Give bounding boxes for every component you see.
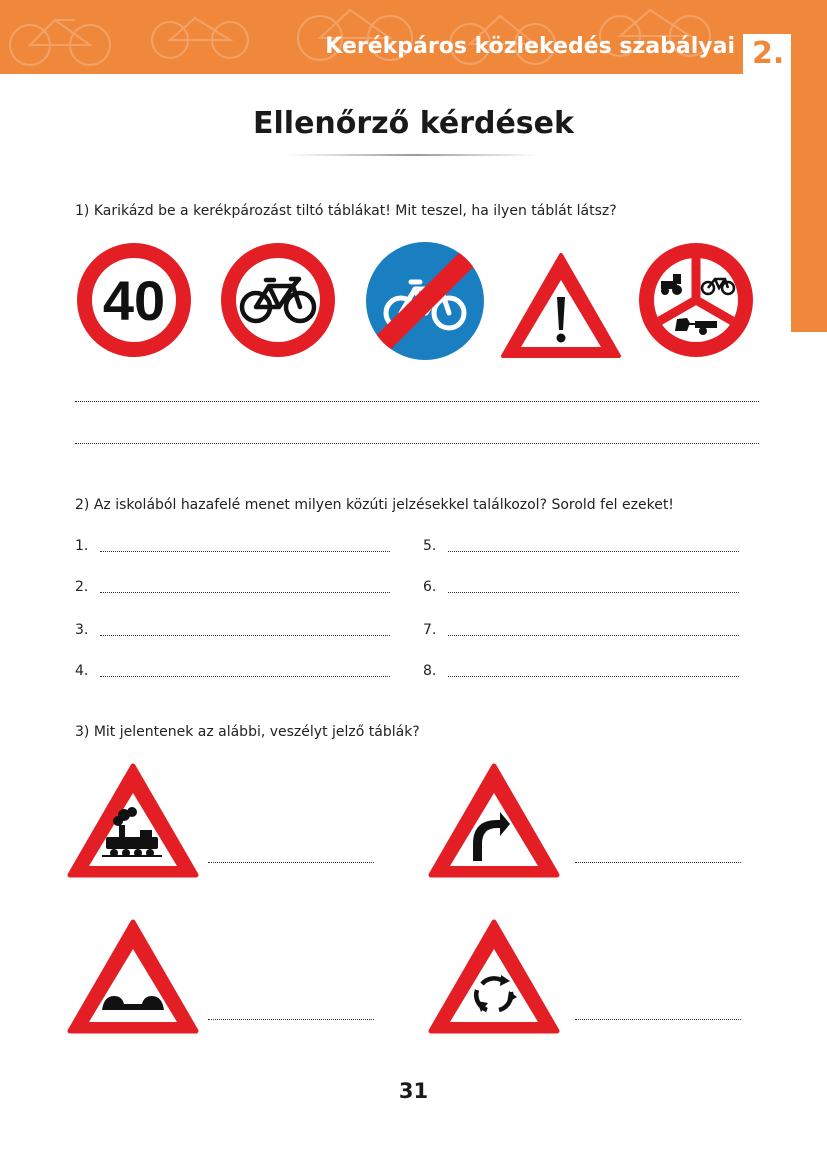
list-number-8: 8.: [423, 663, 437, 679]
danger-warning-sign-icon: [500, 252, 622, 360]
sign-answer-line-roundabout[interactable]: [575, 1019, 741, 1020]
list-number-7: 7.: [423, 622, 437, 638]
no-bicycles-sign-icon: [219, 241, 337, 359]
question-3: 3) Mit jelentenek az alábbi, veszélyt jelző táblák?: [75, 724, 420, 740]
list-number-5: 5.: [423, 538, 437, 554]
question-2: 2) Az iskolából hazafelé menet milyen közúti jelzésekkel találkozol? Sorold fel ezeket!: [75, 497, 674, 513]
list-answer-line-3[interactable]: [100, 635, 390, 636]
list-answer-line-8[interactable]: [448, 676, 739, 677]
uneven-road-sign-icon: [66, 918, 200, 1036]
sign-answer-line-uneven[interactable]: [208, 1019, 374, 1020]
speed-limit-sign-icon: [75, 241, 193, 359]
list-answer-line-4[interactable]: [100, 676, 390, 677]
list-number-2: 2.: [75, 579, 89, 595]
side-tab: [791, 34, 827, 332]
answer-line-1[interactable]: [75, 401, 759, 402]
sign-answer-line-bend[interactable]: [575, 862, 741, 863]
speed-limit-value: 40: [102, 269, 166, 332]
right-bend-sign-icon: [427, 762, 561, 880]
list-number-4: 4.: [75, 663, 89, 679]
list-answer-line-1[interactable]: [100, 551, 390, 552]
list-number-1: 1.: [75, 538, 89, 554]
chapter-title: Kerékpáros közlekedés szabályai: [325, 34, 735, 59]
list-answer-line-5[interactable]: [448, 551, 739, 552]
roundabout-sign-icon: [427, 918, 561, 1036]
no-tractor-bicycle-cart-sign-icon: [637, 241, 755, 359]
list-answer-line-6[interactable]: [448, 592, 739, 593]
sign-answer-line-railway[interactable]: [208, 862, 374, 863]
answer-line-2[interactable]: [75, 443, 759, 444]
header-band: [0, 0, 827, 74]
list-number-6: 6.: [423, 579, 437, 595]
list-answer-line-2[interactable]: [100, 592, 390, 593]
title-underline: [288, 154, 540, 156]
question-1: 1) Karikázd be a kerékpározást tiltó táblákat! Mit teszel, ha ilyen táblát látsz?: [75, 203, 617, 219]
list-number-3: 3.: [75, 622, 89, 638]
chapter-number: 2.: [752, 36, 785, 71]
railway-crossing-sign-icon: [66, 762, 200, 880]
list-answer-line-7[interactable]: [448, 635, 739, 636]
page-number: 31: [398, 1079, 429, 1103]
page-title: Ellenőrző kérdések: [253, 106, 574, 141]
end-of-cycle-path-sign-icon: [365, 241, 485, 361]
